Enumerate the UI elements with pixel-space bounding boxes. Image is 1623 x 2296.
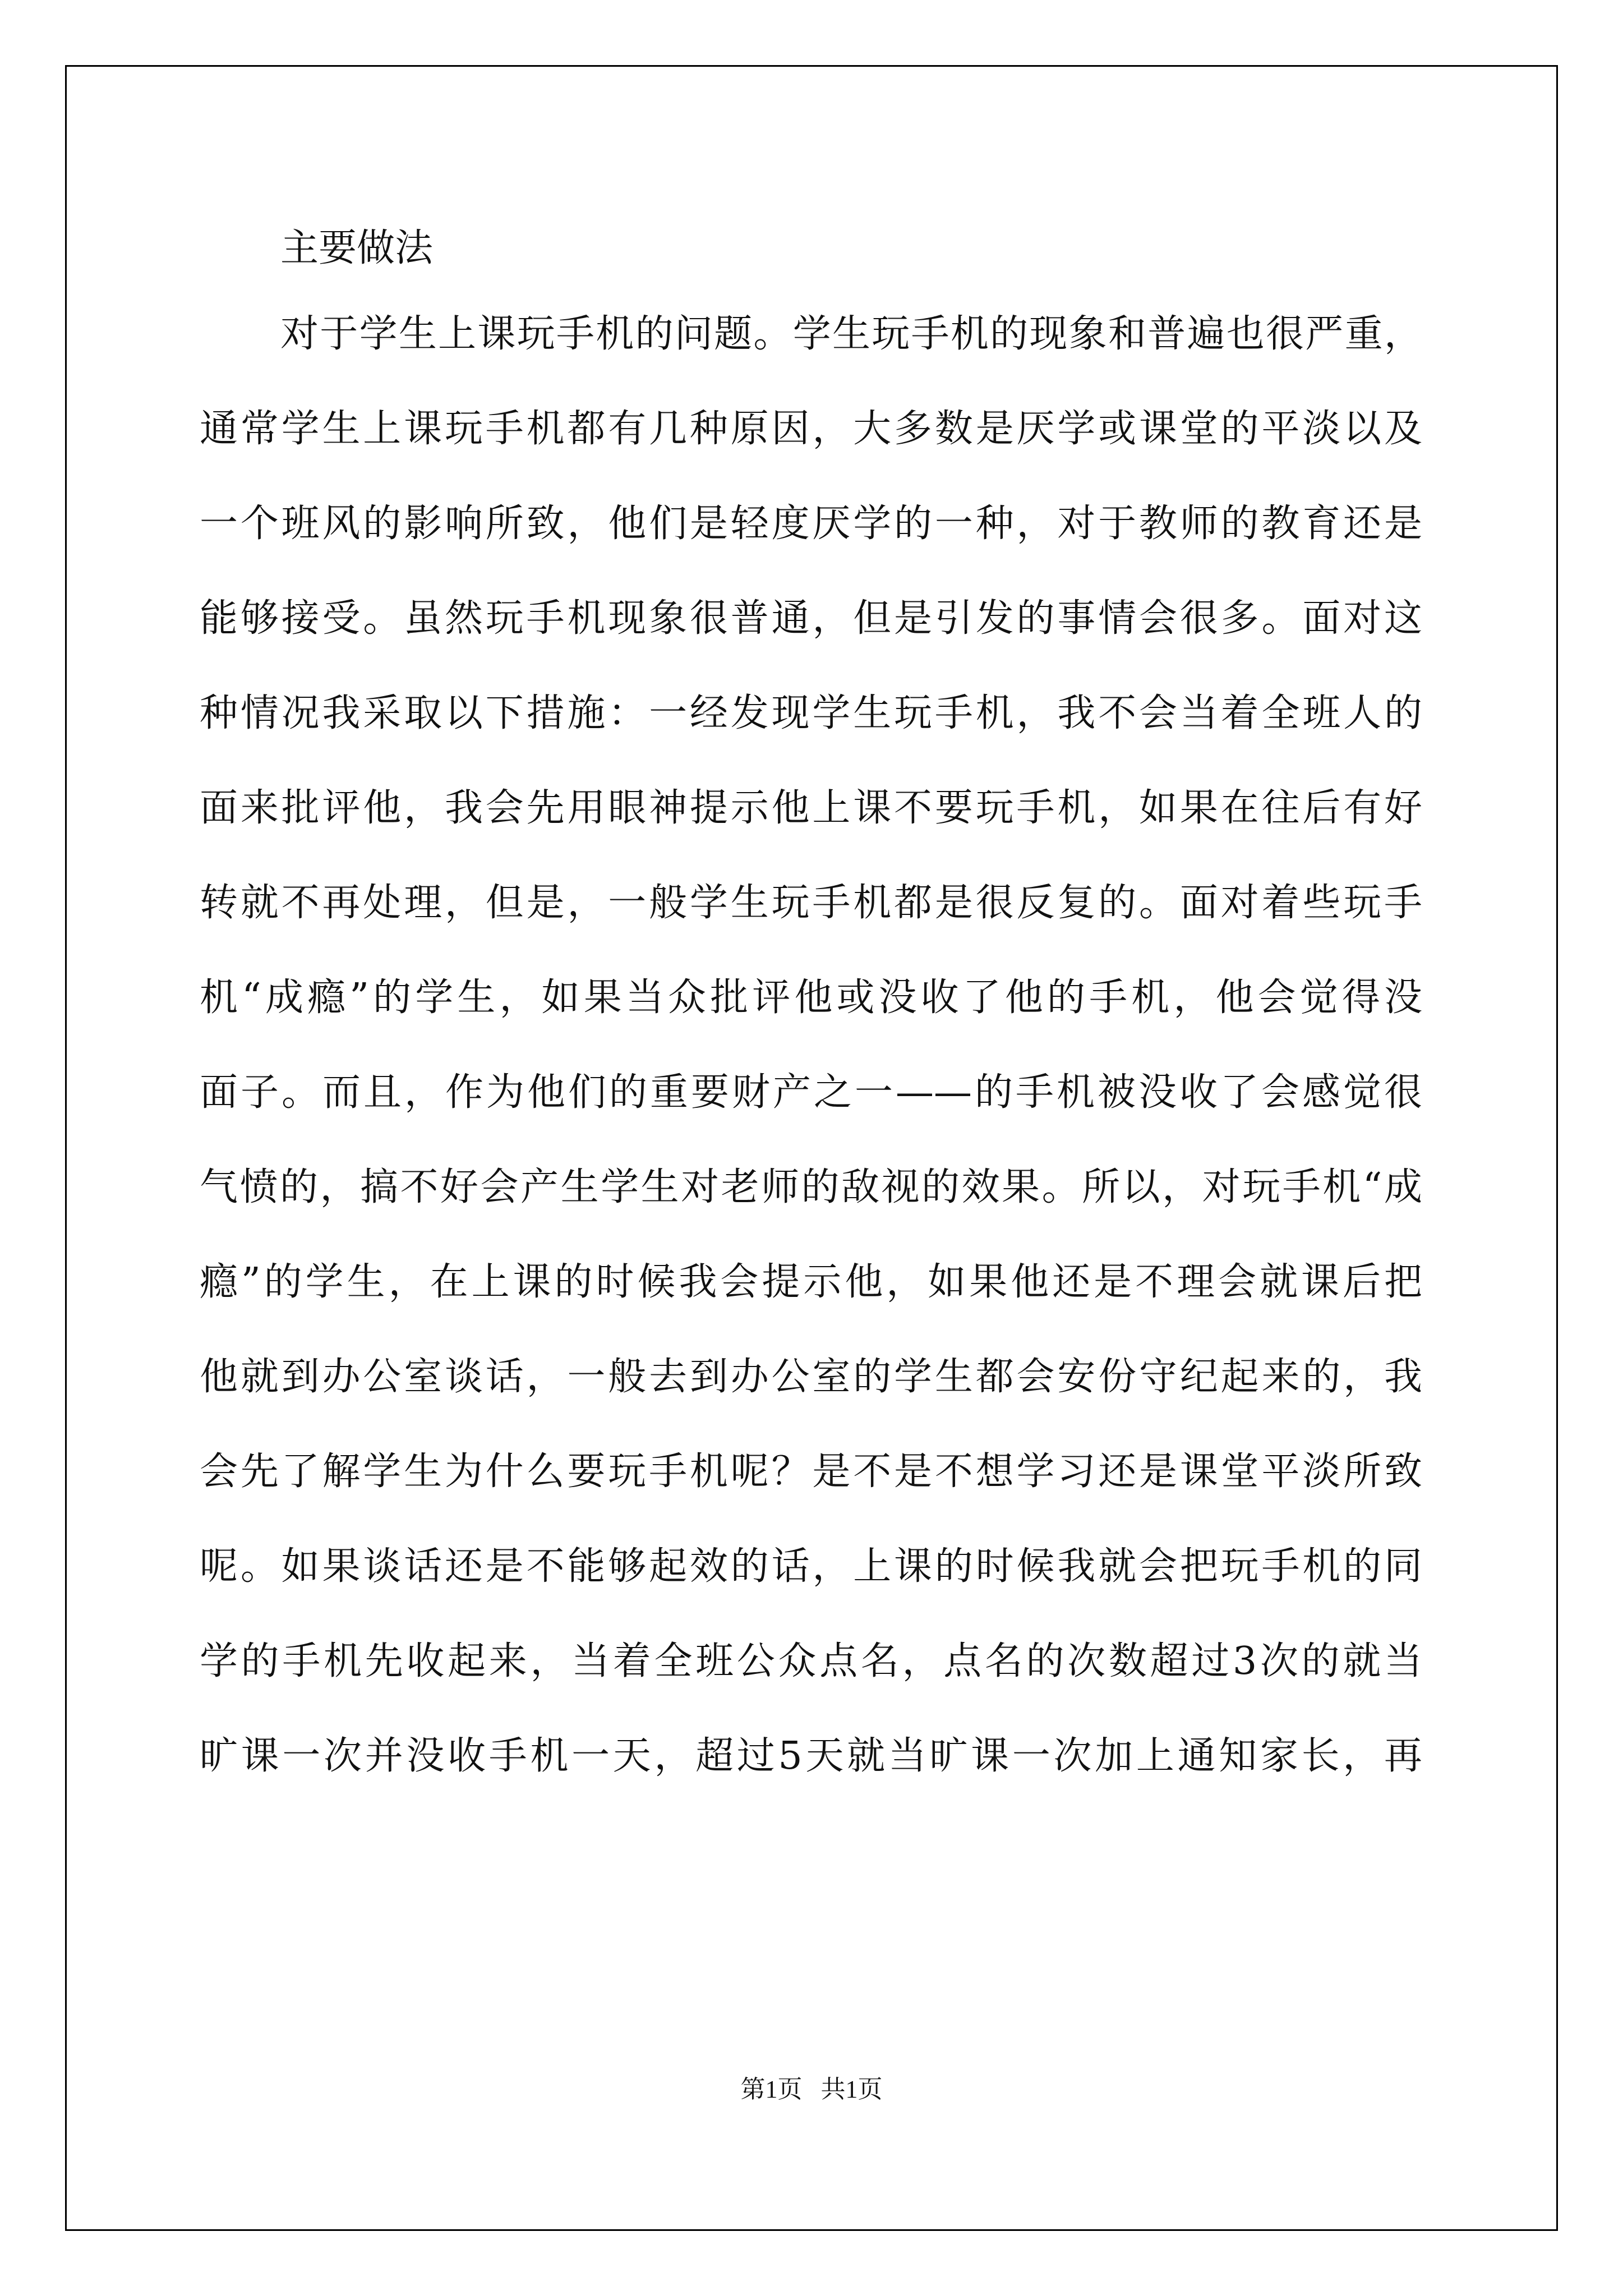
paragraph-line: 转就不再处理，但是，一般学生玩手机都是很反复的。面对着些玩手 — [200, 881, 1422, 925]
paragraph-line: 能够接受。虽然玩手机现象很普通，但是引发的事情会很多。面对这 — [200, 596, 1422, 641]
paragraph-line: 面子。而且，作为他们的重要财产之一——的手机被没收了会感觉很 — [200, 1070, 1422, 1115]
paragraph-line: 种情况我采取以下措施：一经发现学生玩手机，我不会当着全班人的 — [200, 691, 1422, 735]
paragraph-line: 对于学生上课玩手机的问题。学生玩手机的现象和普遍也很严重， — [280, 312, 1422, 356]
paragraph-line: 面来批评他，我会先用眼神提示他上课不要玩手机，如果在往后有好 — [200, 786, 1422, 830]
page-number-footer: 第1页 共1页 — [740, 2076, 883, 2103]
paragraph-line: 呢。如果谈话还是不能够起效的话，上课的时候我就会把玩手机的同 — [200, 1544, 1422, 1589]
paragraph-line: 瘾”的学生，在上课的时候我会提示他，如果他还是不理会就课后把 — [200, 1260, 1422, 1304]
page-border — [65, 65, 1558, 2231]
paragraph-line: 通常学生上课玩手机都有几种原因，大多数是厌学或课堂的平淡以及 — [200, 407, 1422, 451]
paragraph-line: 旷课一次并没收手机一天，超过5天就当旷课一次加上通知家长，再 — [200, 1734, 1422, 1778]
section-heading: 主要做法 — [280, 226, 434, 270]
paragraph-line: 气愤的，搞不好会产生学生对老师的敌视的效果。所以，对玩手机“成 — [200, 1165, 1422, 1209]
paragraph-line: 一个班风的影响所致，他们是轻度厌学的一种，对于教师的教育还是 — [200, 501, 1422, 546]
paragraph-line: 机“成瘾”的学生，如果当众批评他或没收了他的手机，他会觉得没 — [200, 976, 1422, 1020]
paragraph-line: 学的手机先收起来，当着全班公众点名，点名的次数超过3次的就当 — [200, 1639, 1422, 1683]
paragraph-line: 他就到办公室谈话，一般去到办公室的学生都会安份守纪起来的，我 — [200, 1355, 1422, 1399]
paragraph-line: 会先了解学生为什么要玩手机呢？是不是不想学习还是课堂平淡所致 — [200, 1450, 1422, 1494]
